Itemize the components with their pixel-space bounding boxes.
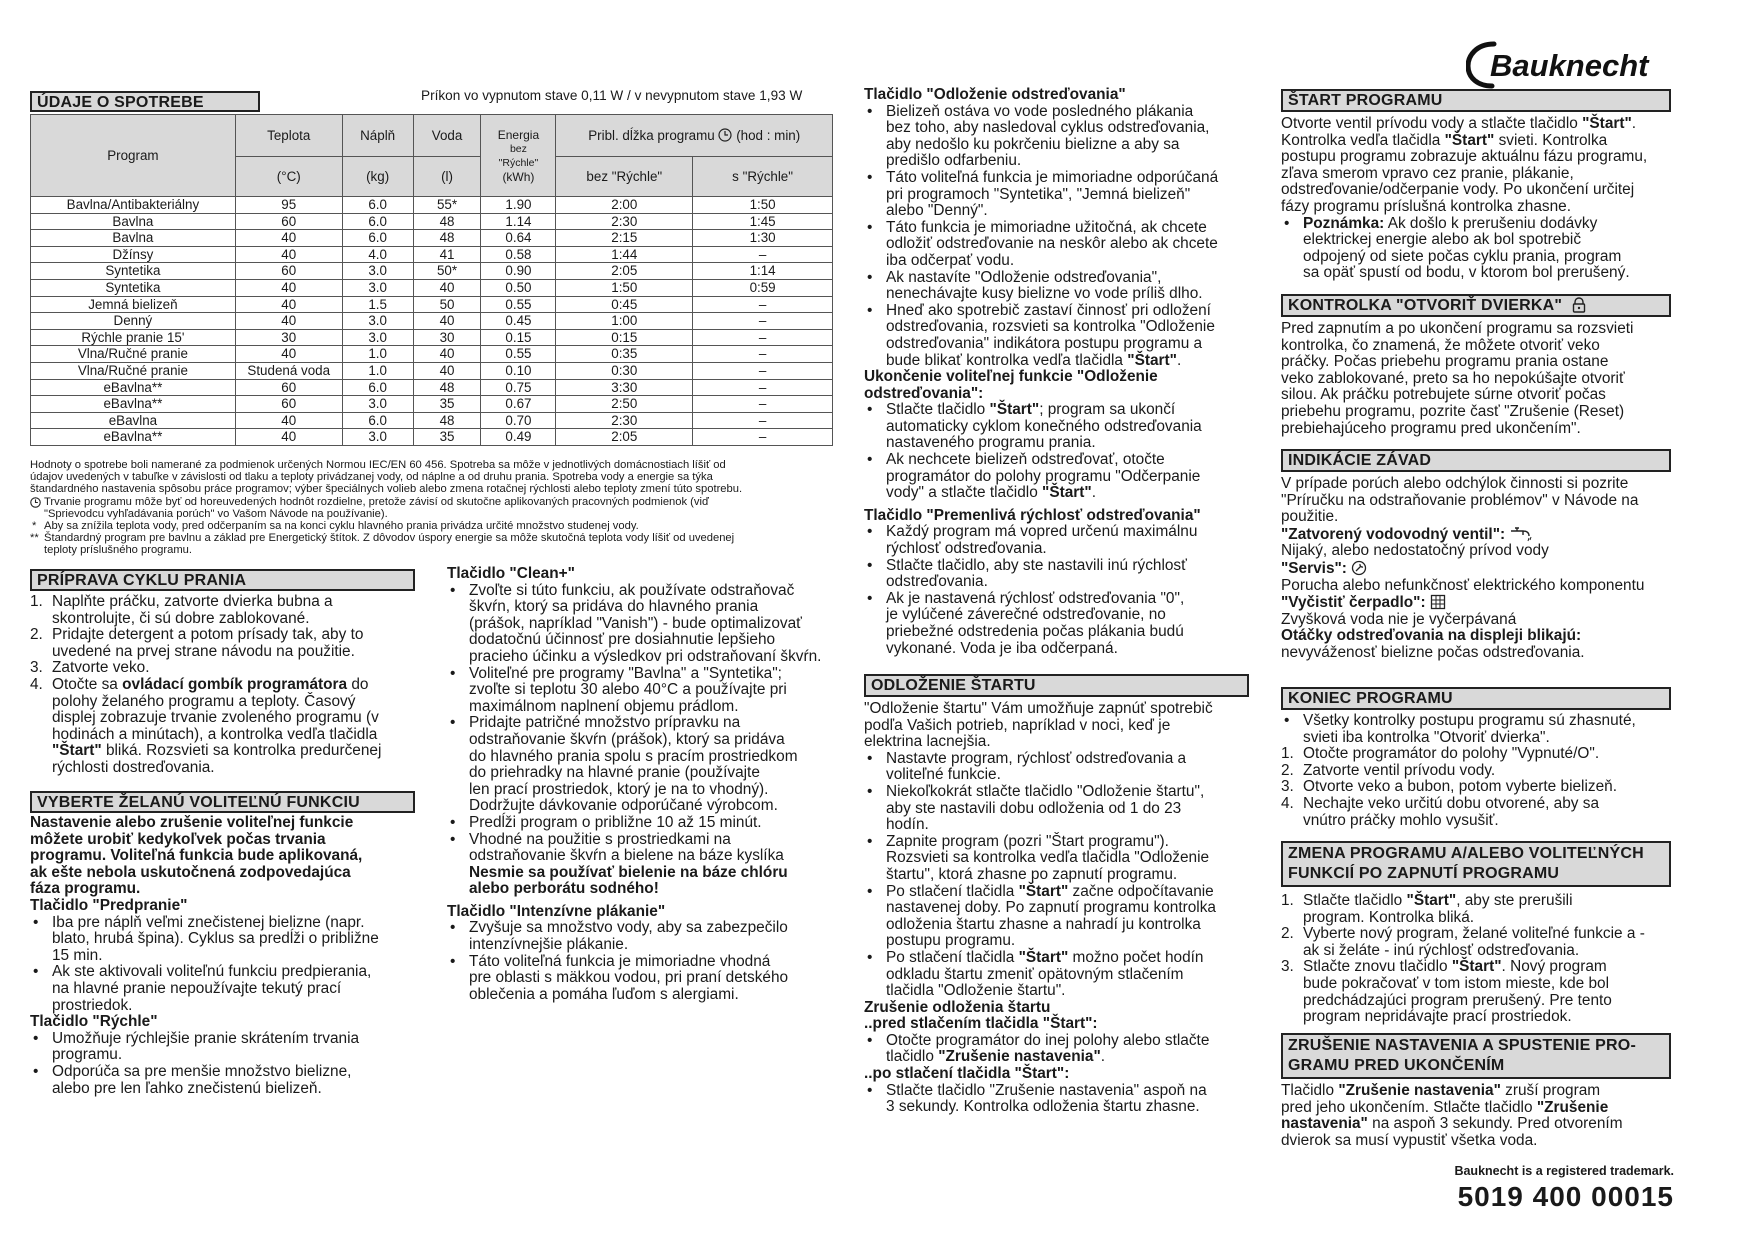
end-section bbox=[1281, 713, 1691, 829]
table-cell: 6.0 bbox=[342, 379, 413, 396]
list-item: • Zvyšuje sa množstvo vody, aby sa zabezpečilo intenzívnejšie plákanie. bbox=[447, 920, 847, 953]
table-cell: 3.0 bbox=[342, 279, 413, 296]
clock-icon bbox=[718, 128, 732, 142]
table-row bbox=[31, 396, 833, 413]
list-item: 1. Naplňte práčku, zatvorte dvierka bubna a skontrolujte, či sú dobre zablokované. bbox=[30, 593, 333, 627]
col-water: Voda bbox=[413, 115, 481, 157]
document-code: 5019 400 00015 bbox=[1457, 1181, 1674, 1212]
table-cell: – bbox=[693, 246, 833, 263]
table-cell: Džínsy bbox=[31, 246, 236, 263]
table-cell: 0.50 bbox=[481, 279, 556, 296]
table-cell: Bavlna/Antibakteriálny bbox=[31, 197, 236, 214]
bauknecht-logo bbox=[1466, 38, 1674, 90]
table-cell: 0.55 bbox=[481, 346, 556, 363]
list-item: • Umožňuje rýchlejšie pranie skrátením trvania programu. bbox=[30, 1031, 435, 1064]
options-header: VYBERTE ŽELANÚ VOLITEĽNÚ FUNKCIU bbox=[30, 791, 415, 813]
table-cell: 0.49 bbox=[481, 429, 556, 446]
table-cell: 2:30 bbox=[556, 412, 693, 429]
reset-section: Tlačidlo "Zrušenie nastavenia" zruší program pred jeho ukončením. Stlačte tlačidlo "Zrušenie nastavenia" na aspoň 3 sekundy. Pred otvorením dvierok sa musí vypustiť všetka voda. bbox=[1281, 1082, 1623, 1149]
table-cell: 0.10 bbox=[481, 362, 556, 379]
spinhold-section: Tlačidlo "Odloženie odstreďovania" • Bielizeň ostáva vo vode posledného plákania bez toho, aby nasledoval cyklus odstreďovania, aby nedošlo ku pokrčeniu bielizne a aby sa predišlo odfarbeniu. • Táto voliteľná funkcia je mimoriadne odporúčaná pri programoch "Syntetika", "Jemná bielizeň" alebo "Denný". • Táto funkcia je mimoriadne užitočná, ak chcete odložiť odstreďovanie na neskôr alebo ak chcete iba odčerpať vodu. • Ak nastavíte "Odloženie odstreďovania", nenechávajte kusy bielizne vo vode príliš dlho. • Hneď ako spotrebič zastaví činnosť pri odložení odstreďovania, rozsvieti sa kontrolka "Odloženie odstreďovania" indikátora postupu programu a bude blikať kontrolka vedľa tlačidla "Štart". Ukončenie voliteľnej funkcie "Odloženie odstreďovania": • Stlačte tlačidlo "Štart"; program sa ukončí automaticky cyklom konečného odstreďovania nastaveného programu prania. • Ak nechcete bielizeň odstreďovať, otočte programátor do polohy programu "Odčerpanie vody" a stlačte tlačidlo "Štart". Tlačidlo "Premenlivá rýchlosť odstreďovania" • Každý program má vopred určenú maximálnu rýchlosť odstreďovania. • Stlačte tlačidlo, aby ste nastavili inú rýchlosť odstreďovania. • Ak je nastavená rýchlosť odstreďovania "0", je vylúčené záverečné odstreďovanie, no priebežné odstredenia počas plákania budú vykonané. Voda je iba odčerpaná. bbox=[864, 87, 1264, 657]
table-cell: – bbox=[693, 396, 833, 413]
table-row bbox=[31, 346, 833, 363]
table-row bbox=[31, 313, 833, 330]
table-cell: 60 bbox=[235, 213, 342, 230]
reset-header: ZRUŠENIE NASTAVENIA A SPUSTENIE PRO- GRAMU PRED UKONČENÍM bbox=[1281, 1033, 1671, 1079]
change-list bbox=[1281, 893, 1691, 1026]
table-cell: 0:45 bbox=[556, 296, 693, 313]
table-cell: 40 bbox=[235, 296, 342, 313]
col-temp: Teplota bbox=[235, 115, 342, 157]
table-cell: eBavlna** bbox=[31, 379, 236, 396]
list-item: 3. Stlačte znovu tlačidlo "Štart". Nový program bude pokračovať v tom istom mieste, kde bol predchádzajúci program prerušený. Pre tento program nepridávajte prací prostriedok. bbox=[1281, 958, 1612, 1026]
table-cell: 0:35 bbox=[556, 346, 693, 363]
table-cell: 41 bbox=[413, 246, 481, 263]
table-cell: 40 bbox=[235, 313, 342, 330]
table-cell: 60 bbox=[235, 263, 342, 280]
table-cell: Bavlna bbox=[31, 213, 236, 230]
table-cell: 48 bbox=[413, 379, 481, 396]
table-cell: 1.5 bbox=[342, 296, 413, 313]
table-row bbox=[31, 429, 833, 446]
list-item: • Predĺži program o približne 10 až 15 minút. bbox=[447, 815, 847, 832]
service-icon bbox=[1351, 560, 1367, 576]
pump-icon bbox=[1430, 594, 1446, 610]
list-item: • Po stlačení tlačidla "Štart" možno počet hodín odkladu štartu zmeniť opätovným stlačením tlačidla "Odloženie štartu". bbox=[864, 950, 1264, 1000]
table-cell: 1.0 bbox=[342, 362, 413, 379]
table-cell: – bbox=[693, 379, 833, 396]
col-water-unit: (l) bbox=[413, 157, 481, 197]
table-cell: 6.0 bbox=[342, 197, 413, 214]
delay-section: "Odloženie štartu" Vám umožňuje zapnúť spotrebič podľa Vašich potrieb, napríklad v noci, keď je elektrina lacnejšia. • Nastavte program, rýchlosť odstreďovania a voliteľné funkcie. • Niekoľkokrát stlačte tlačidlo "Odloženie štartu", aby ste nastavili dobu odloženia od 1 do 23 hodín. • Zapnite program (pozri "Štart programu"). Rozsvieti sa kontrolka vedľa tlačidla "Odloženie štartu", ktorá zhasne po zapnutí programu. • Po stlačení tlačidla "Štart" začne odpočítavanie nastavenej doby. Po zapnutí programu kontrolka odloženia štartu zhasne a nahradí ju kontrolka postupu programu. • Po stlačení tlačidla "Štart" možno počet hodín odkladu štartu zmeniť opätovným stlačením tlačidla "Odloženie štartu". Zrušenie odloženia štartu ..pred stlačením tlačidla "Štart": • Otočte programátor do inej polohy alebo stlačte tlačidlo "Zrušenie nastavenia". ..po stlačení tlačidla "Štart": • Stlačte tlačidlo "Zrušenie nastavenia" aspoň na 3 sekundy. Kontrolka odloženia štartu zhasne. bbox=[864, 701, 1264, 1116]
table-cell: 50 bbox=[413, 296, 481, 313]
change-header: ZMENA PROGRAMU A/ALEBO VOLITEĽNÝCH FUNKCIÍ PO ZAPNUTÍ PROGRAMU bbox=[1281, 841, 1671, 887]
table-cell: 40 bbox=[413, 346, 481, 363]
col-load: Náplň bbox=[342, 115, 413, 157]
table-cell: 0.90 bbox=[481, 263, 556, 280]
list-item: • Voliteľné pre programy "Bavlna" a "Syntetika"; zvoľte si teplotu 30 alebo 40°C a používajte pri maximálnom naplnení objemu prádlom. bbox=[447, 666, 847, 716]
list-item: • Všetky kontrolky postupu programu sú zhasnuté, svieti iba kontrolka "Otvoriť dvierka". bbox=[1281, 713, 1691, 746]
list-item: • Iba pre náplň veľmi znečistenej bielizne (napr. blato, hrubá špina). Cyklus sa predĺži o približne 15 min. bbox=[30, 915, 435, 965]
col-load-unit: (kg) bbox=[342, 157, 413, 197]
table-cell: – bbox=[693, 329, 833, 346]
table-cell: 0.64 bbox=[481, 230, 556, 247]
list-item: • Bielizeň ostáva vo vode posledného plákania bez toho, aby nasledoval cyklus odstreďovania, aby nedošlo ku pokrčeniu bielizne a aby sa predišlo odfarbeniu. bbox=[864, 104, 1264, 170]
list-item: • Vhodné na použitie s prostriedkami na odstraňovanie škvŕn a bielene na báze kyslíka Nesmie sa používať bielenie na báze chlóru alebo perborátu sodného! bbox=[447, 832, 847, 898]
list-item: 4. Otočte sa ovládací gombík programátora do polohy želaného programu a teploty. Časový displej zobrazuje trvanie zvoleného programu (v hodinách a minútach), a kontrolka vedľa tlačidla "Štart" bliká. Rozsvieti sa kontrolka predurčenej rýchlosti dostreďovania. bbox=[30, 675, 382, 776]
table-row bbox=[31, 362, 833, 379]
table-cell: 40 bbox=[235, 279, 342, 296]
table-row bbox=[31, 296, 833, 313]
list-item: • Nastavte program, rýchlosť odstreďovania a voliteľné funkcie. bbox=[864, 751, 1264, 784]
table-cell: – bbox=[693, 296, 833, 313]
table-cell: 0.45 bbox=[481, 313, 556, 330]
list-item: • Táto voliteľná funkcia je mimoriadne vhodná pre oblasti s mäkkou vodou, pri praní detského oblečenia a pomáha ľuďom s alergiami. bbox=[447, 954, 847, 1004]
table-cell: 40 bbox=[413, 362, 481, 379]
faults-header: INDIKÁCIE ZÁVAD bbox=[1281, 449, 1671, 472]
table-cell: 0:15 bbox=[556, 329, 693, 346]
list-item: 2. Pridajte detergent a potom prísady tak, aby to uvedené na prvej strane návodu na použitie. bbox=[30, 626, 364, 660]
consumption-notes: Hodnoty o spotrebe boli namerané za podmienok určených Normou IEC/EN 60 456. Spotreba sa môže v jednotlivých domácnostiach líšiť od údajov uvedených v tabuľke v závislosti od tlaku a teploty privádzanej vody, od náplne a od druhu prania. Spotreba vody a energie sa týka štandardného nastavenia spôsobu práce programov; výber špeciálnych volieb alebo zmena rotačnej rýchlosti alebo teploty zmení túto spotrebu. Trvanie programu môže byť od horeuvedených hodnôt rozdielne, pretože závisí od skutočne aplikovaných pracovných podmienok (viď "Sprievodcu vyhľadávania porúch" vo Vašom Návode na používanie). * Aby sa znížila teplota vody, pred odčerpaním sa na konci cyklu hlavného prania privádza určité množstvo studenej vody. ** Štandardný program pre bavlnu a základ pre Energetický štítok. Z dôvodov úspory energie sa môže skutočná teplota vody líšiť od uvedenej teploty príslušného programu. bbox=[30, 459, 743, 557]
table-cell: eBavlna** bbox=[31, 396, 236, 413]
table-cell: 0.70 bbox=[481, 412, 556, 429]
table-row bbox=[31, 213, 833, 230]
table-cell: eBavlna** bbox=[31, 429, 236, 446]
table-cell: 40 bbox=[235, 412, 342, 429]
list-item: • Táto funkcia je mimoriadne užitočná, ak chcete odložiť odstreďovanie na neskôr alebo ak chcete iba odčerpať vodu. bbox=[864, 220, 1264, 270]
table-cell: Bavlna bbox=[31, 230, 236, 247]
table-cell: 3.0 bbox=[342, 313, 413, 330]
table-cell: 30 bbox=[235, 329, 342, 346]
table-cell: 2:15 bbox=[556, 230, 693, 247]
table-cell: 2:30 bbox=[556, 213, 693, 230]
list-item: • Poznámka: Ak došlo k prerušeniu dodávky elektrickej energie alebo ak bol spotrebič odpojený od siete počas cyklu prania, program sa opäť spustí od bodu, v ktorom bol prerušený. bbox=[1281, 216, 1691, 282]
table-cell: 30 bbox=[413, 329, 481, 346]
table-row bbox=[31, 329, 833, 346]
col-energy: Energia bez "Rýchle" (kWh) bbox=[481, 115, 556, 197]
table-row bbox=[31, 412, 833, 429]
table-cell: 6.0 bbox=[342, 230, 413, 247]
table-cell: 1:45 bbox=[693, 213, 833, 230]
water-tap-icon bbox=[1509, 526, 1535, 542]
table-cell: 0.15 bbox=[481, 329, 556, 346]
list-item: 4. Nechajte veko určitú dobu otvorené, aby sa vnútro práčky mohlo vysušiť. bbox=[1281, 794, 1600, 829]
table-cell: 1.90 bbox=[481, 197, 556, 214]
list-item: • Hneď ako spotrebič zastaví činnosť pri odložení odstreďovania, rozsvieti sa kontrolka "Odloženie odstreďovania" indikátora postupu programu a bude blikať kontrolka vedľa tlačidla "Štart". bbox=[864, 303, 1264, 369]
table-cell: 6.0 bbox=[342, 213, 413, 230]
table-cell: Denný bbox=[31, 313, 236, 330]
table-cell: 3.0 bbox=[342, 396, 413, 413]
table-cell: 0:59 bbox=[693, 279, 833, 296]
list-item: • Stlačte tlačidlo "Zrušenie nastavenia" aspoň na 3 sekundy. Kontrolka odloženia štartu zhasne. bbox=[864, 1083, 1264, 1116]
table-cell: 6.0 bbox=[342, 412, 413, 429]
table-cell: – bbox=[693, 429, 833, 446]
table-cell: 1.0 bbox=[342, 346, 413, 363]
options-section: Nastavenie alebo zrušenie voliteľnej funkcie môžete urobiť kedykoľvek počas trvania programu. Voliteľná funkcia bude aplikovaná, ak ešte nebola uskutočnená zodpovedajúca fáza programu. Tlačidlo "Predpranie" • Iba pre náplň veľmi znečistenej bielizne (napr. blato, hrubá špina). Cyklus sa predĺži o približne 15 min. • Ak ste aktivovali voliteľnú funkciu predpierania, na hlavné pranie nepoužívajte tekutý prací prostriedok. Tlačidlo "Rýchle" • Umožňuje rýchlejšie pranie skrátením trvania programu. • Odporúča sa pre menšie množstvo bielizne, alebo pre len ľahko znečistenú bielizeň. bbox=[30, 815, 435, 1097]
list-item: • Ak je nastavená rýchlosť odstreďovania "0", je vylúčené záverečné odstreďovanie, no priebežné odstredenia počas plákania budú vykonané. Voda je iba odčerpaná. bbox=[864, 591, 1264, 657]
table-cell: 3.0 bbox=[342, 263, 413, 280]
prep-list bbox=[30, 594, 430, 777]
faults-section: V prípade porúch alebo odchýlok činnosti si pozrite "Príručku na odstraňovanie problémov" v Návode na použitie. "Zatvorený vodovodný ventil": Nijaký, alebo nedostatočný prívod vody "Servis": Porucha alebo nefunkčnosť elektrického komponentu "Vyčistiť čerpadlo": Zvyšková voda nie je vyčerpávaná Otáčky odstreďovania na displeji blikajú: nevyváženosť bielizne počas odstreďovania. bbox=[1281, 475, 1645, 661]
col-without-quick: bez "Rýchle" bbox=[556, 157, 693, 197]
door-header: KONTROLKA "OTVORIŤ DVIERKA" bbox=[1281, 294, 1671, 317]
table-cell: – bbox=[693, 346, 833, 363]
table-cell: 55* bbox=[413, 197, 481, 214]
col-with-quick: s "Rýchle" bbox=[693, 157, 833, 197]
clock-icon bbox=[30, 497, 41, 508]
col-temp-unit: (°C) bbox=[235, 157, 342, 197]
table-cell: 0.55 bbox=[481, 296, 556, 313]
list-item: 3. Otvorte veko a bubon, potom vyberte bielizeň. bbox=[1281, 778, 1617, 796]
table-cell: 35 bbox=[413, 396, 481, 413]
logo-text: Bauknecht bbox=[1490, 48, 1649, 83]
table-cell: 3.0 bbox=[342, 429, 413, 446]
table-cell: Vlna/Ručné pranie bbox=[31, 362, 236, 379]
list-item: • Stlačte tlačidlo "Štart"; program sa ukončí automaticky cyklom konečného odstreďovania nastaveného programu prania. bbox=[864, 402, 1264, 452]
table-cell: 60 bbox=[235, 396, 342, 413]
list-item: 1. Otočte programátor do polohy "Vypnuté/O". bbox=[1281, 745, 1600, 763]
table-cell: Rýchle pranie 15' bbox=[31, 329, 236, 346]
table-cell: 48 bbox=[413, 412, 481, 429]
table-cell: 0.58 bbox=[481, 246, 556, 263]
delay-header: ODLOŽENIE ŠTARTU bbox=[864, 674, 1249, 697]
quick-title: Tlačidlo "Rýchle" bbox=[30, 1013, 158, 1031]
table-cell: – bbox=[693, 412, 833, 429]
table-cell: 95 bbox=[235, 197, 342, 214]
list-item: • Ak ste aktivovali voliteľnú funkciu predpierania, na hlavné pranie nepoužívajte tekutý prací prostriedok. bbox=[30, 964, 435, 1014]
table-cell: 40 bbox=[413, 279, 481, 296]
table-cell: 40 bbox=[235, 346, 342, 363]
table-row bbox=[31, 246, 833, 263]
list-item: • Pridajte patričné množstvo prípravku na odstraňovanie škvŕn (prášok), ktorý sa pridáva do hlavného prania spolu s pracím prostriedkom do priehradky na hlavné pranie (používajte len prací prostriedok, ktorý je na to vhodný). Dodržujte dávkovanie odporúčané výrobcom. bbox=[447, 715, 847, 815]
list-item: • Ak nechcete bielizeň odstreďovať, otočte programátor do polohy programu "Odčerpanie vody" a stlačte tlačidlo "Štart". bbox=[864, 452, 1264, 502]
table-cell: 48 bbox=[413, 230, 481, 247]
table-row bbox=[31, 230, 833, 247]
table-cell: 4.0 bbox=[342, 246, 413, 263]
table-cell: Jemná bielizeň bbox=[31, 296, 236, 313]
table-cell: Studená voda bbox=[235, 362, 342, 379]
list-item: • Každý program má vopred určenú maximálnu rýchlosť odstreďovania. bbox=[864, 524, 1264, 557]
list-item: 3. Zatvorte veko. bbox=[30, 659, 150, 677]
table-cell: 50* bbox=[413, 263, 481, 280]
list-item: • Zvoľte si túto funkciu, ak používate odstraňovač škvŕn, ktorý sa pridáva do hlavného prania (prášok, napríklad "Vanish") - bude optimalizovať dodatočnú účinnosť pre dosiahnutie lepšieho pracieho účinku a výsledkov pri odstraňovaní škvŕn. bbox=[447, 583, 847, 666]
col-program: Program bbox=[31, 115, 236, 197]
table-cell: Syntetika bbox=[31, 279, 236, 296]
list-item: • Táto voliteľná funkcia je mimoriadne odporúčaná pri programoch "Syntetika", "Jemná bielizeň" alebo "Denný". bbox=[864, 170, 1264, 220]
list-item: • Otočte programátor do inej polohy alebo stlačte tlačidlo "Zrušenie nastavenia". bbox=[864, 1033, 1264, 1066]
table-cell: 0.67 bbox=[481, 396, 556, 413]
table-cell: 1:30 bbox=[693, 230, 833, 247]
table-row bbox=[31, 263, 833, 280]
table-cell: 40 bbox=[235, 230, 342, 247]
list-item: • Zapnite program (pozri "Štart programu"). Rozsvieti sa kontrolka vedľa tlačidla "Odloženie štartu", ktorá zhasne po zapnutí programu. bbox=[864, 834, 1264, 884]
consumption-table bbox=[30, 114, 833, 446]
table-cell: 60 bbox=[235, 379, 342, 396]
table-cell: 40 bbox=[235, 429, 342, 446]
list-item: • Odporúča sa pre menšie množstvo bielizne, alebo pre len ľahko znečistenú bielizeň. bbox=[30, 1064, 435, 1097]
table-cell: 35 bbox=[413, 429, 481, 446]
table-cell: 2:00 bbox=[556, 197, 693, 214]
prep-header: PRÍPRAVA CYKLU PRANIA bbox=[30, 569, 415, 591]
table-cell: 2:05 bbox=[556, 263, 693, 280]
list-item: • Stlačte tlačidlo, aby ste nastavili inú rýchlosť odstreďovania. bbox=[864, 558, 1264, 591]
list-item: • Po stlačení tlačidla "Štart" začne odpočítavanie nastavenej doby. Po zapnutí programu kontrolka odloženia štartu zhasne a nahradí ju kontrolka postupu programu. bbox=[864, 884, 1264, 950]
list-item: • Niekoľkokrát stlačte tlačidlo "Odloženie štartu", aby ste nastavili dobu odloženia od 1 do 23 hodín. bbox=[864, 784, 1264, 834]
clean-section: Tlačidlo "Clean+" • Zvoľte si túto funkciu, ak používate odstraňovač škvŕn, ktorý sa pridáva do hlavného prania (prášok, napríklad "Vanish") - bude optimalizovať dodatočnú účinnosť pre dosiahnutie lepšieho pracieho účinku a výsledkov pri odstraňovaní škvŕn. • Voliteľné pre programy "Bavlna" a "Syntetika"; zvoľte si teplotu 30 alebo 40°C a používajte pri maximálnom naplnení objemu prádlom. • Pridajte patričné množstvo prípravku na odstraňovanie škvŕn (prášok), ktorý sa pridáva do hlavného prania spolu s pracím prostriedkom do priehradky na hlavné pranie (používajte len prací prostriedok, ktorý je na to vhodný). Dodržujte dávkovanie odporúčané výrobcom. • Predĺži program o približne 10 až 15 minút. • Vhodné na použitie s prostriedkami na odstraňovanie škvŕn a bielene na báze kyslíka Nesmie sa používať bielenie na báze chlóru alebo perborátu sodného! Tlačidlo "Intenzívne plákanie" • Zvyšuje sa množstvo vody, aby sa zabezpečilo intenzívnejšie plákanie. • Táto voliteľná funkcia je mimoriadne vhodná pre oblasti s mäkkou vodou, pri praní detského oblečenia a pomáha ľuďom s alergiami. bbox=[447, 566, 847, 1003]
end-header: KONIEC PROGRAMU bbox=[1281, 687, 1671, 710]
trademark-note: Bauknecht is a registered trademark. bbox=[1454, 1164, 1674, 1178]
table-cell: 40 bbox=[235, 246, 342, 263]
table-cell: 1:44 bbox=[556, 246, 693, 263]
table-cell: 1:14 bbox=[693, 263, 833, 280]
table-row bbox=[31, 197, 833, 214]
table-cell: 2:50 bbox=[556, 396, 693, 413]
lock-icon bbox=[1571, 297, 1587, 313]
table-cell: Vlna/Ručné pranie bbox=[31, 346, 236, 363]
table-cell: 0.75 bbox=[481, 379, 556, 396]
list-item: 2. Vyberte nový program, želané voliteľné funkcie a - ak si želáte - inú rýchlosť odstreďovania. bbox=[1281, 925, 1645, 959]
table-cell: eBavlna bbox=[31, 412, 236, 429]
table-cell: 1:50 bbox=[556, 279, 693, 296]
table-row bbox=[31, 379, 833, 396]
table-cell: 40 bbox=[413, 313, 481, 330]
table-cell: – bbox=[693, 313, 833, 330]
consumption-header: ÚDAJE O SPOTREBE bbox=[30, 91, 260, 112]
list-item: 2. Zatvorte ventil prívodu vody. bbox=[1281, 761, 1496, 779]
table-cell: 3.0 bbox=[342, 329, 413, 346]
table-cell: 48 bbox=[413, 213, 481, 230]
table-cell: 0:30 bbox=[556, 362, 693, 379]
standby-power: Príkon vo vypnutom stave 0,11 W / v nevypnutom stave 1,93 W bbox=[421, 88, 803, 103]
table-cell: 1.14 bbox=[481, 213, 556, 230]
list-item: 1. Stlačte tlačidlo "Štart", aby ste prerušili program. Kontrolka bliká. bbox=[1281, 892, 1573, 926]
door-section: Pred zapnutím a po ukončení programu sa rozsvieti kontrolka, čo znamená, že môžete otvoriť veko práčky. Počas priebehu programu prania ostane veko zablokované, preto sa ho nepokúšajte otvoriť silou. Ak práčku potrebujete súrne otvoriť počas priebehu programu, pozrite časť "Zrušenie (Reset) prebiehajúceho programu pred ukončením". bbox=[1281, 320, 1634, 437]
table-cell: Syntetika bbox=[31, 263, 236, 280]
table-row bbox=[31, 279, 833, 296]
table-cell: 1:50 bbox=[693, 197, 833, 214]
table-cell: – bbox=[693, 362, 833, 379]
start-section: Otvorte ventil prívodu vody a stlačte tlačidlo "Štart". Kontrolka vedľa tlačidla "Štart" svieti. Kontrolka postupu programu zobrazuje aktuálnu fázu programu, zľava smerom vpravo cez pranie, plákanie, odstreďovanie/odčerpanie vody. Po ukončení určitej fázy programu príslušná kontrolka zhasne. • Poznámka: Ak došlo k prerušeniu dodávky elektrickej energie alebo ak bol spotrebič odpojený od siete počas cyklu prania, program sa opäť spustí od bodu, v ktorom bol prerušený. bbox=[1281, 116, 1691, 282]
list-item: • Ak nastavíte "Odloženie odstreďovania", nenechávajte kusy bielizne vo vode príliš dlho. bbox=[864, 270, 1264, 303]
col-duration: Pribl. dĺžka programu (hod : min) bbox=[556, 115, 833, 157]
table-cell: 1:00 bbox=[556, 313, 693, 330]
prewash-title: Tlačidlo "Predpranie" bbox=[30, 896, 188, 914]
start-header: ŠTART PROGRAMU bbox=[1281, 89, 1671, 112]
table-cell: 2:05 bbox=[556, 429, 693, 446]
table-cell: 3:30 bbox=[556, 379, 693, 396]
